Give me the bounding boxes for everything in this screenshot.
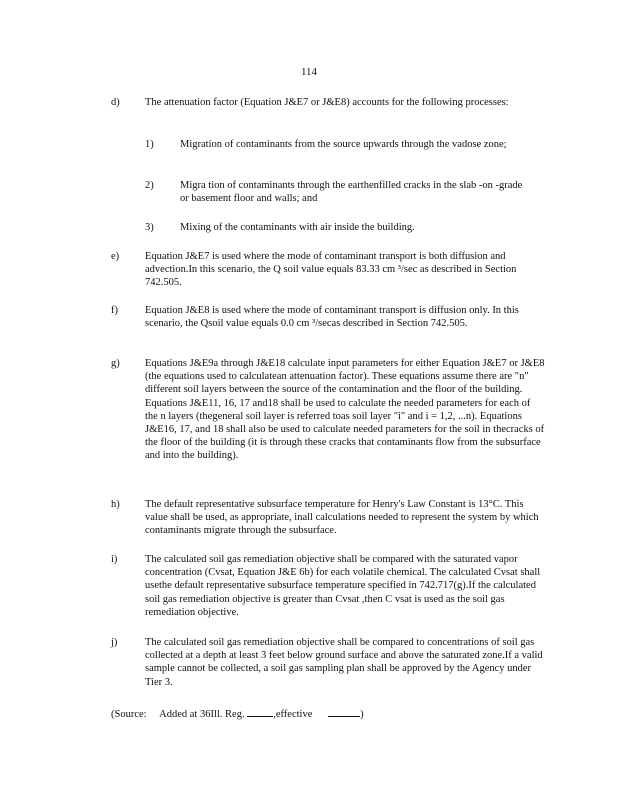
sub-item-text: Migration of contaminants from the source upwards through the vadose zone; xyxy=(180,139,507,150)
item-text: The attenuation factor (Equation J&E7 or J&E8) accounts for the following processes: xyxy=(145,97,509,108)
item-text: The default representative subsurface temperature for Henry's Law Constant is 13°C. This value shall be used, as appropriate, inall calculations needed to represent the system by which contaminants migrate through the subsurface. xyxy=(145,499,539,537)
item-label: d) xyxy=(111,97,120,108)
item-label: j) xyxy=(111,637,118,648)
item-text: Equation J&E7 is used where the mode of contaminant transport is both diffusion and advection.In this scenario, the Q soil value equals 83.33 cm ³/sec as described in Section 742.505. xyxy=(145,251,517,289)
sub-item-label: 3) xyxy=(145,222,154,233)
item-label: i) xyxy=(111,554,118,565)
item-label: g) xyxy=(111,358,120,369)
sub-item-text: Migra tion of contaminants through the earthenfilled cracks in the slab -on -grade or basement floor and walls; and xyxy=(180,180,523,205)
source-end: ) xyxy=(360,709,364,720)
sub-item-label: 1) xyxy=(145,139,154,150)
page-number: 114 xyxy=(300,66,318,78)
item-text: The calculated soil gas remediation objective shall be compared to concentrations of soil gas collected at a depth at least 3 feet below ground surface and above the saturated zone.If a valid sample cannot be collected, a soil gas sampling plan shall be approved by the Agency under Tier 3. xyxy=(145,637,543,688)
date-blank xyxy=(247,707,273,717)
item-label: h) xyxy=(111,499,120,510)
effective-blank xyxy=(328,707,360,717)
source-prefix: (Source: xyxy=(111,709,147,720)
item-text: Equations J&E9a through J&E18 calculate input parameters for either Equation J&E7 or J&E8 (the equations used to calculatean attenuation factor). These equations assume there are "n" different soil layers between the source of the contamination and the floor of the building. Equations J&E11, 16, 17 and18 shall be used to calculate the needed parameters for each of the n layers (thegeneral soil layer is referred toas soil layer "i" and i = 1,2, ...n). Equations J&E16, 17, and 18 shall also be used to calculate needed parameters for the soil in thecracks of the floor of the building (it is through these cracks that contaminants flow from the subsurface and into the building). xyxy=(145,358,545,462)
item-label: e) xyxy=(111,251,120,262)
item-text: Equation J&E8 is used where the mode of contaminant transport is diffusion only. In this scenario, the Qsoil value equals 0.0 cm ³/secas described in Section 742.505. xyxy=(145,305,519,330)
item-label: f) xyxy=(111,305,118,316)
source-text: Added at 36Ill. Reg. xyxy=(159,709,245,720)
sub-item-text: Mixing of the contaminants with air inside the building. xyxy=(180,222,415,233)
item-text: The calculated soil gas remediation objective shall be compared with the saturated vapor concentration (Cvsat, Equation J&E 6b) for each volatile chemical. The calculated Cvsat shall usethe default representative subsurface temperature specified in 742.717(g).If the calculated soil gas remediation objective is greater than Cvsat ,then C vsat is used as the soil gas remediation objective. xyxy=(145,554,541,618)
source-mid: ,effective xyxy=(273,709,313,720)
source-note xyxy=(111,707,364,720)
sub-item-label: 2) xyxy=(145,180,154,191)
